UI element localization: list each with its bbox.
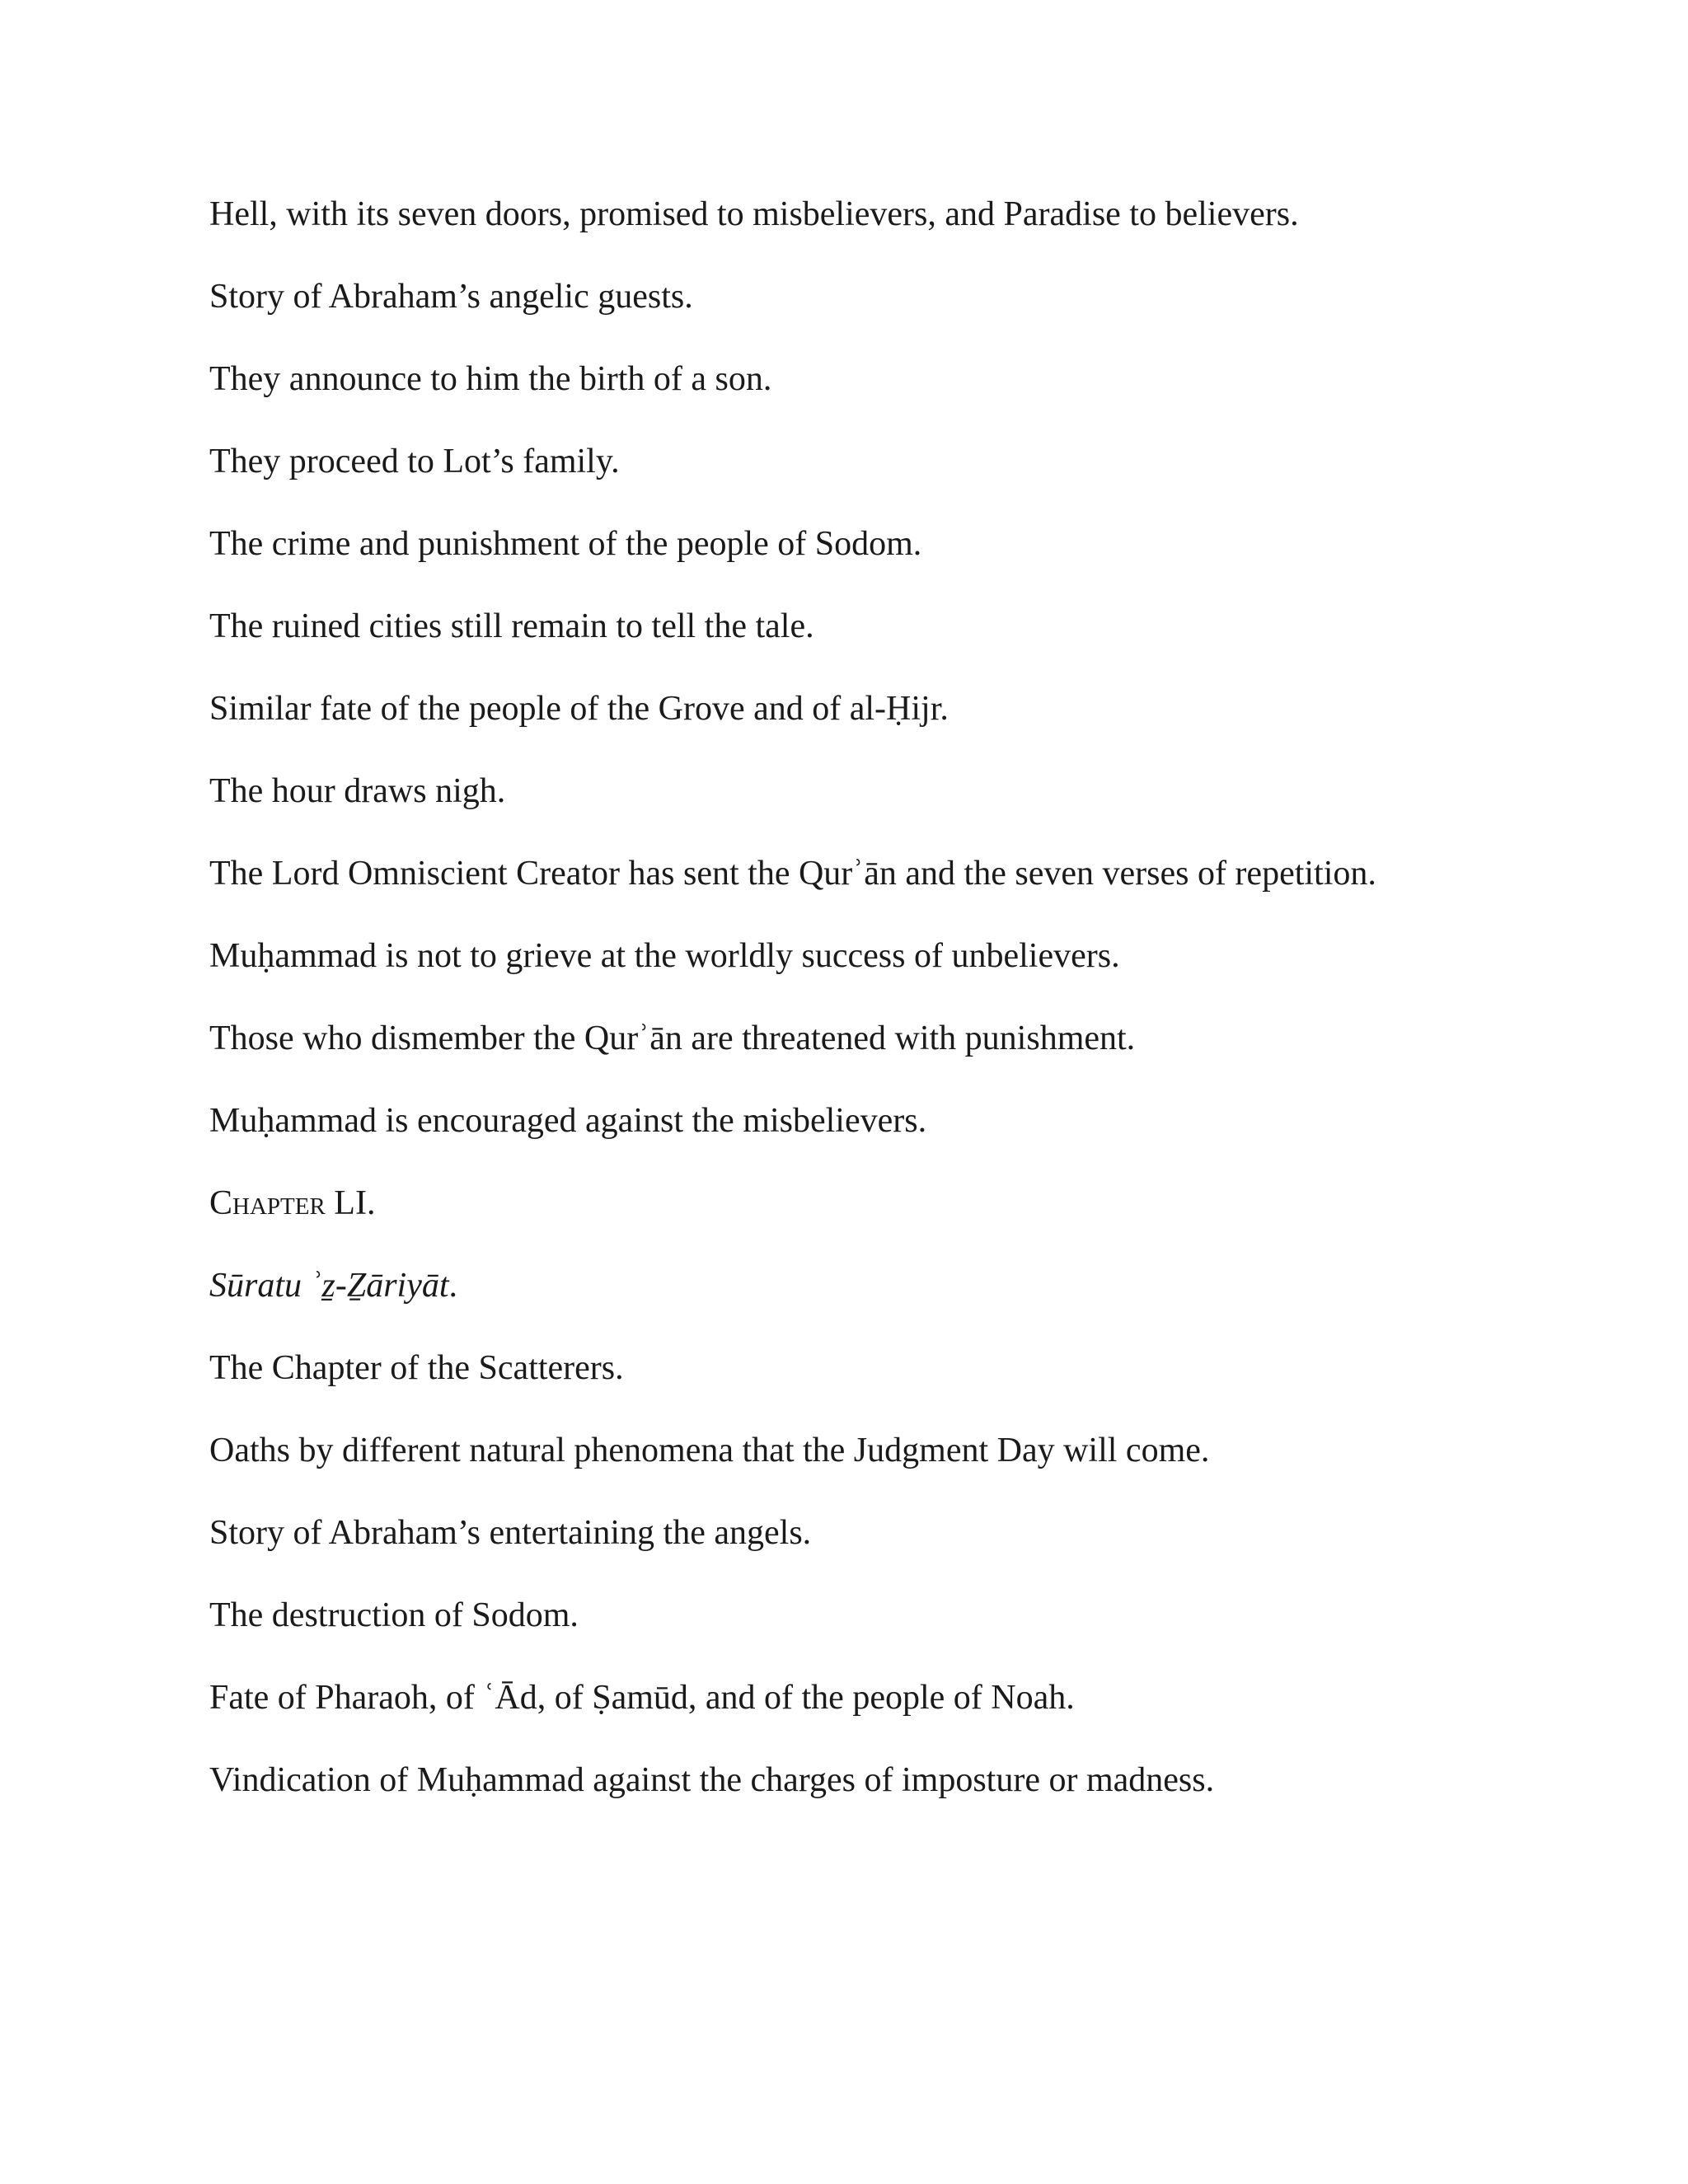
paragraph: The Lord Omniscient Creator has sent the Qurʾān and the seven verses of repetition. bbox=[209, 855, 1376, 893]
paragraph: The hour draws nigh. bbox=[209, 772, 506, 810]
paragraph: Similar fate of the people of the Grove and of al-Ḥijr. bbox=[209, 690, 949, 728]
paragraph: They proceed to Lot’s family. bbox=[209, 443, 620, 480]
sura-title: Sūratu ʾẕ-Ẕāriyāt bbox=[209, 1267, 449, 1305]
paragraph: The Chapter of the Scatterers. bbox=[209, 1349, 624, 1387]
paragraph: Fate of Pharaoh, of ʿĀd, of Ṣamūd, and of the people of Noah. bbox=[209, 1679, 1075, 1717]
paragraph: Muḥammad is not to grieve at the worldly success of unbelievers. bbox=[209, 937, 1120, 975]
paragraph: Story of Abraham’s entertaining the angels. bbox=[209, 1514, 812, 1552]
chapter-heading: Chapter LI. bbox=[209, 1184, 376, 1222]
paragraph: Hell, with its seven doors, promised to misbelievers, and Paradise to believers. bbox=[209, 195, 1299, 233]
paragraph: Story of Abraham’s angelic guests. bbox=[209, 278, 693, 316]
page-content bbox=[209, 191, 1495, 1840]
paragraph: The crime and punishment of the people of Sodom. bbox=[209, 525, 922, 563]
paragraph: Oaths by different natural phenomena that the Judgment Day will come. bbox=[209, 1432, 1210, 1469]
paragraph: The ruined cities still remain to tell the tale. bbox=[209, 607, 814, 645]
paragraph: Muḥammad is encouraged against the misbelievers. bbox=[209, 1102, 927, 1140]
paragraph: Vindication of Muḥammad against the charges of imposture or madness. bbox=[209, 1761, 1215, 1799]
paragraph: The destruction of Sodom. bbox=[209, 1596, 579, 1634]
sura-title-period: . bbox=[448, 1267, 458, 1305]
paragraph: They announce to him the birth of a son. bbox=[209, 360, 772, 398]
paragraph: Those who dismember the Qurʾān are threatened with punishment. bbox=[209, 1019, 1136, 1057]
sura-title-line bbox=[209, 1263, 1495, 1309]
